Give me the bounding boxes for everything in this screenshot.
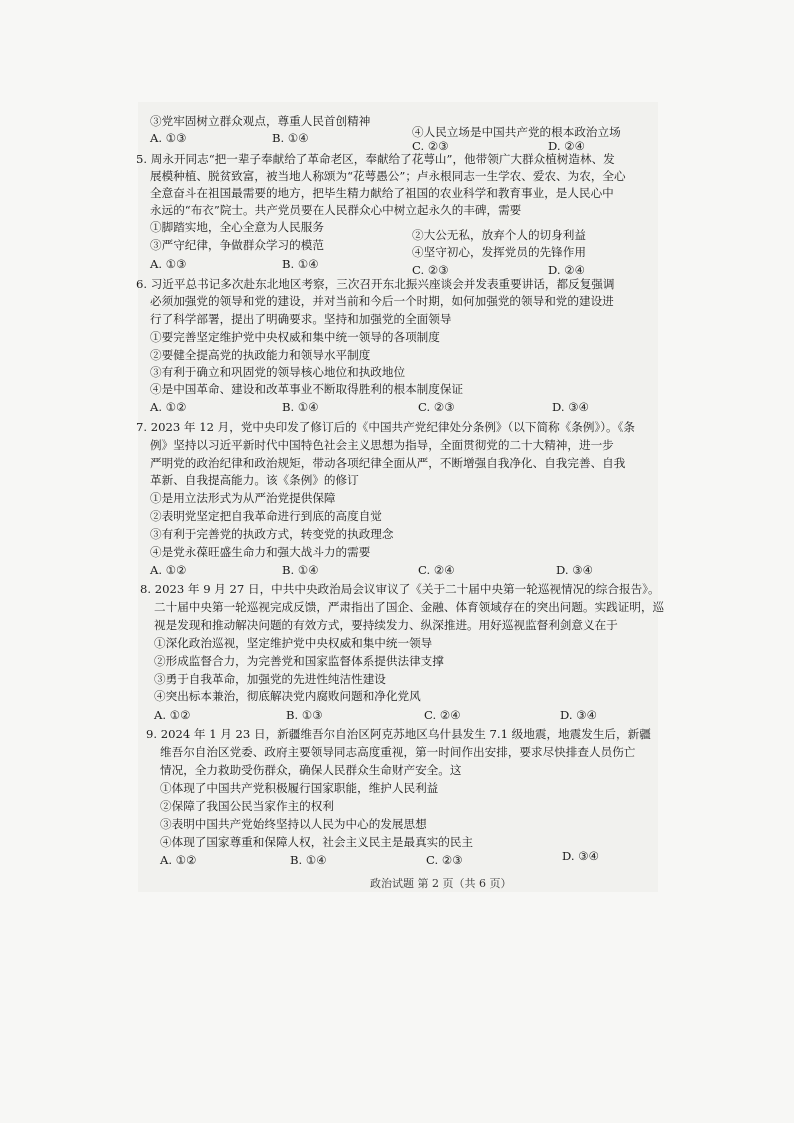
q9-option-c: C. ②③ [426,853,463,867]
q6-stem-line-2: 必须加强党的领导和党的建设，并对当前和今后一个时期，如何加强党的领导和党的建设进 [150,294,614,308]
q9-option-a: A. ①② [160,853,197,867]
q5-stem-line-4: 永远的“布衣”院士。共产党员要在人民群众心中树立起永久的丰碑，需要 [150,203,522,217]
q4-item-3: ③党牢固树立群众观点，尊重人民首创精神 [150,114,371,128]
q8-option-c: C. ②④ [424,708,461,722]
q6-stem-line-1: 6. 习近平总书记多次赴东北地区考察，三次召开东北振兴座谈会并发表重要讲话，都反复强调 [136,277,615,291]
q6-stem-line-3: 行了科学部署，提出了明确要求。坚持和加强党的全面领导 [150,312,452,326]
q8-option-b: B. ①③ [286,708,323,722]
q8-item-2: ②形成监督合力，为完善党和国家监督体系提供法律支撑 [154,654,444,668]
q5-stem-line-2: 展模种植、脱贫致富，被当地人称颂为“花萼愚公”；卢永根同志一生学农、爱农、为农，全心 [150,169,626,183]
q7-stem-line-3: 严明党的政治纪律和政治规矩，带动各项纪律全面从严，不断增强自我净化、自我完善、自我 [150,456,626,470]
q4-option-c: C. ②③ [412,139,449,153]
q5-stem-line-3: 全意奋斗在祖国最需要的地方，把毕生精力献给了祖国的农业科学和教育事业，是人民心中 [150,186,614,200]
q8-option-d: D. ③④ [560,708,598,722]
q7-item-4: ④是党永葆旺盛生命力和强大战斗力的需要 [150,545,371,559]
q8-option-a: A. ①② [154,708,191,722]
q4-option-b: B. ①④ [272,131,309,145]
q6-option-d: D. ③④ [552,400,590,414]
q5-item-1: ①脚踏实地，全心全意为人民服务 [150,220,324,234]
q5-option-b: B. ①④ [282,257,319,271]
q6-option-c: C. ②③ [418,400,455,414]
q5-item-2: ②大公无私，放弃个人的切身利益 [412,228,586,242]
q7-option-b: B. ①④ [282,563,319,577]
q4-option-d: D. ②④ [548,139,586,153]
q4-item-4: ④人民立场是中国共产党的根本政治立场 [412,125,621,139]
q6-item-4: ④是中国革命、建设和改革事业不断取得胜利的根本制度保证 [150,382,464,396]
q9-stem-line-1: 9. 2024 年 1 月 23 日，新疆维吾尔自治区阿克苏地区乌什县发生 7.1 级地震，地震发生后，新疆 [146,727,651,741]
q7-option-c: C. ②④ [418,563,455,577]
q6-item-1: ①要完善坚定维护党中央权威和集中统一领导的各项制度 [150,330,440,344]
q7-item-1: ①是用立法形式为从严治党提供保障 [150,491,336,505]
q9-stem-line-3: 情况，全力救助受伤群众，确保人民群众生命财产安全。这 [160,763,462,777]
q9-option-b: B. ①④ [290,853,327,867]
q7-stem-line-1: 7. 2023 年 12 月，党中央印发了修订后的《中国共产党纪律处分条例》（以下简称《条例》）。《条 [136,420,636,434]
q5-item-3: ③严守纪律，争做群众学习的模范 [150,238,324,252]
q9-item-2: ②保障了我国公民当家作主的权利 [160,799,334,813]
q5-option-a: A. ①③ [150,257,187,271]
q5-option-c: C. ②③ [412,263,449,277]
q9-item-3: ③表明中国共产党始终坚持以人民为中心的发展思想 [160,817,427,831]
q4-option-a: A. ①③ [150,131,187,145]
q6-option-b: B. ①④ [282,400,319,414]
q7-option-d: D. ③④ [556,563,594,577]
q9-item-4: ④体现了国家尊重和保障人权，社会主义民主是最真实的民主 [160,835,474,849]
q9-stem-line-2: 维吾尔自治区党委、政府主要领导同志高度重视，第一时间作出安排，要求尽快排查人员伤亡 [160,745,636,759]
q9-item-1: ①体现了中国共产党积极履行国家职能，维护人民利益 [160,781,439,795]
q5-stem-line-1: 5. 周永开同志“把一辈子奉献给了革命老区，奉献给了花萼山”，他带领广大群众植树造林、发 [136,152,615,166]
q5-item-4: ④坚守初心，发挥党员的先锋作用 [412,245,586,259]
page-footer: 政治试题 第 2 页（共 6 页） [370,877,512,890]
q8-stem-line-1: 8. 2023 年 9 月 27 日，中共中央政治局会议审议了《关于二十届中央第一轮巡视情况的综合报告》。 [140,582,660,596]
q8-stem-line-3: 视是发现和推动解决问题的有效方式，要持续发力、纵深推进。用好巡视监督利剑意义在于 [154,618,618,632]
q8-item-1: ①深化政治巡视，坚定维护党中央权威和集中统一领导 [154,636,433,650]
q8-stem-line-2: 二十届中央第一轮巡视完成反馈，严肃指出了国企、金融、体育领域存在的突出问题。实践证明，巡 [154,600,665,614]
q7-stem-line-4: 革新、自我提高能力。该《条例》的修订 [150,473,359,487]
q8-item-3: ③勇于自我革命，加强党的先进性纯洁性建设 [154,672,386,686]
q6-option-a: A. ①② [150,400,187,414]
q6-item-2: ②要健全提高党的执政能力和领导水平制度 [150,348,371,362]
q5-option-d: D. ②④ [548,263,586,277]
q8-item-4: ④突出标本兼治，彻底解决党内腐败问题和净化党风 [154,689,421,703]
q6-item-3: ③有利于确立和巩固党的领导核心地位和执政地位 [150,365,406,379]
q7-item-2: ②表明党坚定把自我革命进行到底的高度自觉 [150,509,382,523]
q7-stem-line-2: 例》坚持以习近平新时代中国特色社会主义思想为指导，全面贯彻党的二十大精神，进一步 [150,438,614,452]
q7-item-3: ③有利于完善党的执政方式，转变党的执政理念 [150,527,394,541]
q9-option-d: D. ③④ [562,849,600,863]
q7-option-a: A. ①② [150,563,187,577]
